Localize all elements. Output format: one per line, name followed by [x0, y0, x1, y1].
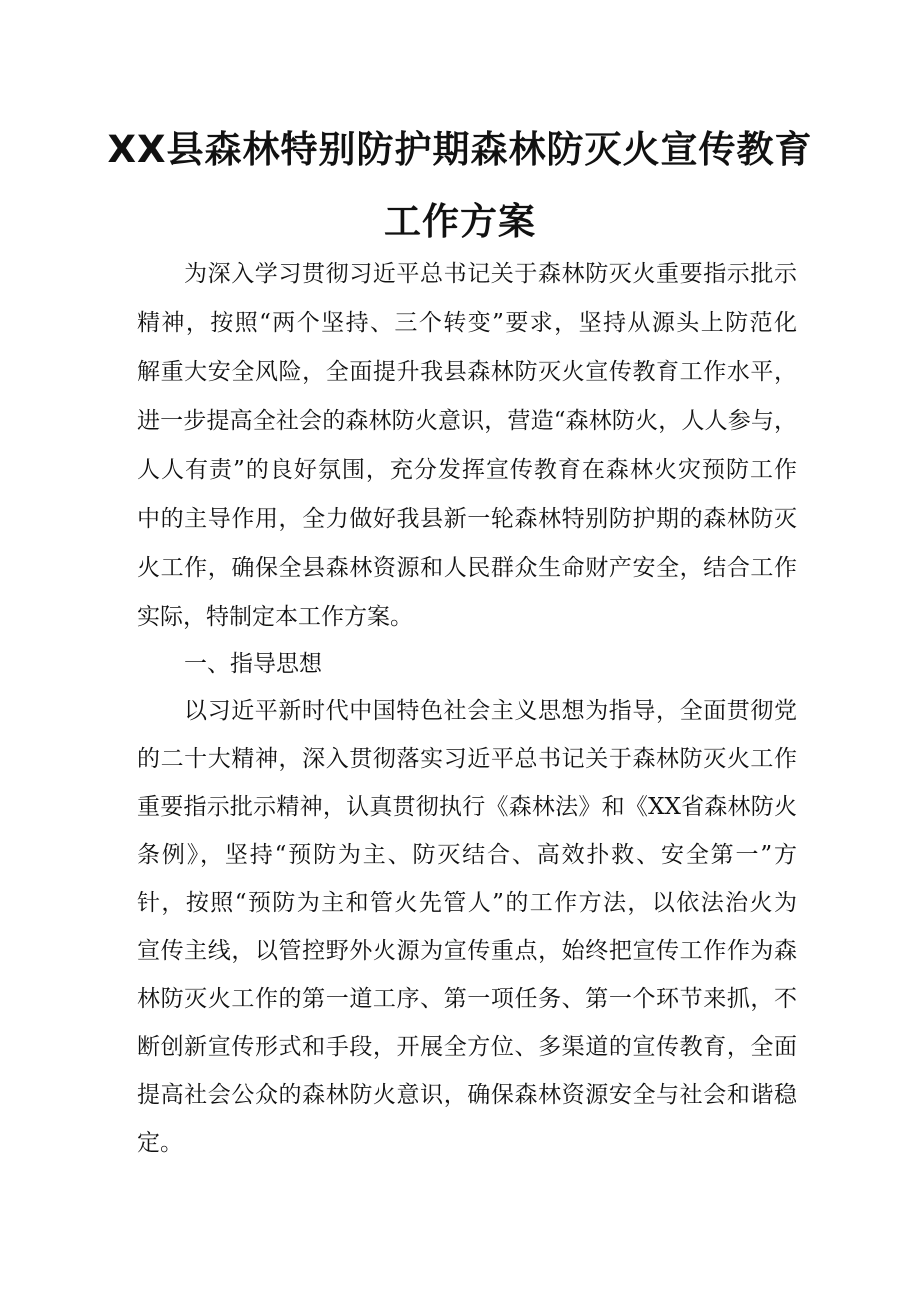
paragraph-line: 精神，按照“两个坚持、三个转变”要求，坚持从源头上防范化 [137, 310, 797, 336]
paragraph-line: 林防灭火工作的第一道工序、第一项任务、第一个环节来抓，不 [137, 986, 797, 1012]
paragraph-line: 为深入学习贯彻习近平总书记关于森林防灭火重要指示批示 [184, 261, 797, 287]
section-heading-guiding-ideology: 一、指导思想 [184, 651, 322, 677]
paragraph-line: 针，按照“预防为主和管火先管人”的工作方法，以依法治火为 [137, 890, 797, 916]
paragraph-line: 进一步提高全社会的森林防火意识，营造“森林防火，人人参与， [137, 408, 797, 434]
paragraph-line: 中的主导作用，全力做好我县新一轮森林特别防护期的森林防灭 [137, 506, 797, 532]
paragraph-line: 条例》，坚持“预防为主、防灭结合、高效扑救、安全第一”方 [137, 842, 797, 868]
document-title-line-2: 工作方案 [384, 200, 536, 243]
document-title-line-1: XX县森林特别防护期森林防灭火宣传教育 [107, 128, 813, 171]
paragraph-line: 人人有责”的良好氛围，充分发挥宣传教育在森林火灾预防工作 [137, 457, 797, 483]
paragraph-line: 宣传主线，以管控野外火源为宣传重点，始终把宣传工作作为森 [137, 938, 797, 964]
paragraph-line: 重要指示批示精神，认真贯彻执行《森林法》和《XX省森林防火 [137, 794, 797, 820]
paragraph-line: 的二十大精神，深入贯彻落实习近平总书记关于森林防灭火工作 [137, 746, 797, 772]
paragraph-line: 以习近平新时代中国特色社会主义思想为指导，全面贯彻党 [184, 698, 797, 724]
paragraph-line: 火工作，确保全县森林资源和人民群众生命财产安全，结合工作 [137, 555, 797, 581]
paragraph-line: 实际，特制定本工作方案。 [137, 604, 413, 630]
paragraph-line: 定。 [137, 1130, 183, 1156]
paragraph-line: 解重大安全风险，全面提升我县森林防灭火宣传教育工作水平， [137, 359, 797, 385]
paragraph-line: 断创新宣传形式和手段，开展全方位、多渠道的宣传教育，全面 [137, 1034, 797, 1060]
paragraph-line: 提高社会公众的森林防火意识，确保森林资源安全与社会和谐稳 [137, 1082, 797, 1108]
